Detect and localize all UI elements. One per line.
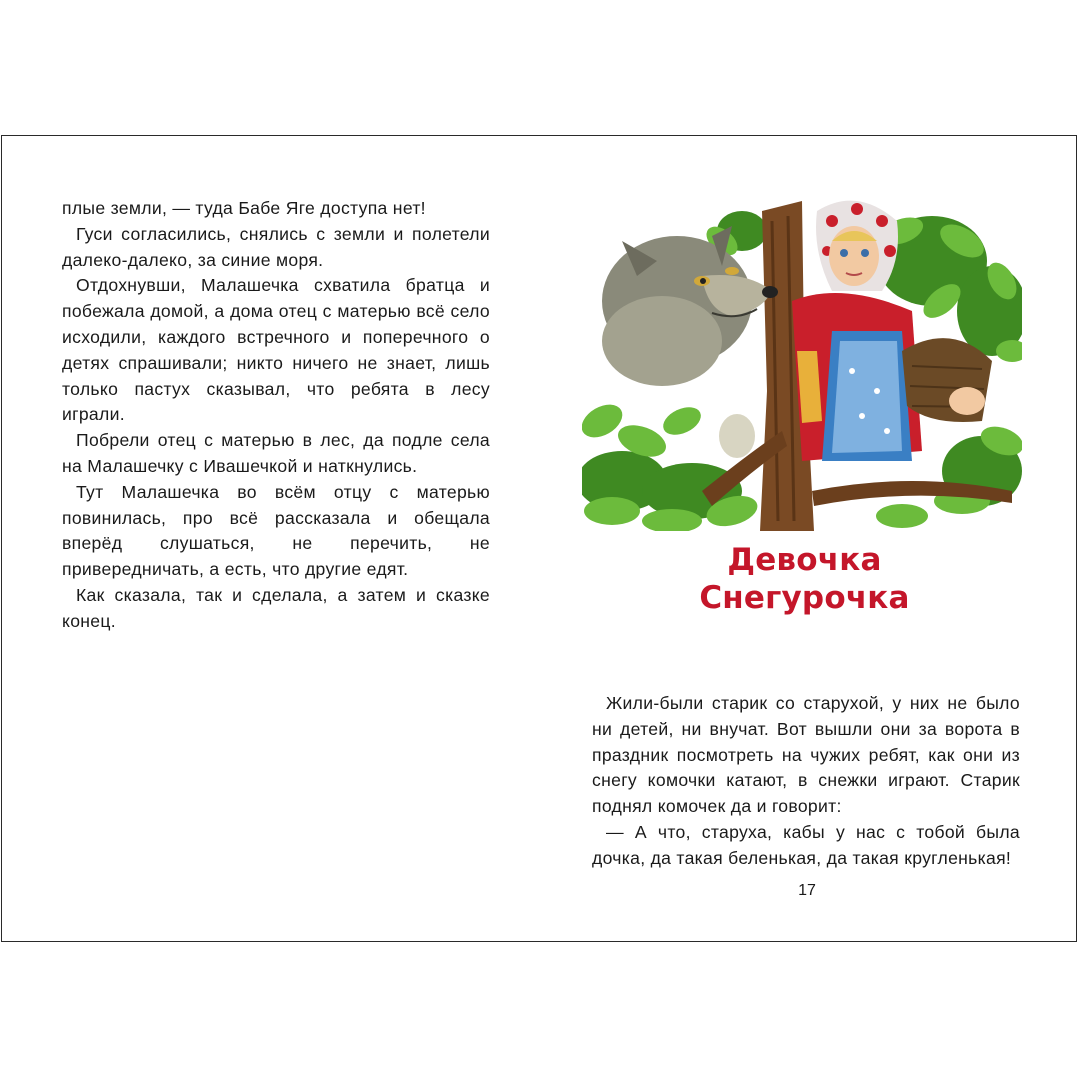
story-title-line: Снегурочка	[699, 580, 910, 616]
paragraph: Тут Малашечка во всём отцу с матерью повинилась, про всё рассказала и обещала вперёд слушаться, не перечить, не привередничать, а есть, что другие едят.	[62, 481, 490, 580]
right-page-text	[592, 691, 1020, 872]
paragraph: Побрели отец с матерью в лес, да подле села на Малашечку с Ивашечкой и наткнулись.	[62, 430, 490, 476]
paragraph: Отдохнувши, Малашечка схватила братца и побежала домой, а дома отец с матерью всё село исходили, каждого встречного и поперечного о детях спрашивали; никто ничего не знает, лишь только пастух сказывал, что ребята в лесу играли.	[62, 275, 490, 425]
paragraph: Гуси согласились, снялись с земли и полетели далеко-далеко, за синие моря.	[62, 223, 490, 270]
paragraph: Как сказала, так и сделала, а затем и сказке конец.	[62, 584, 490, 631]
page-number: 17	[798, 882, 816, 899]
left-page-text	[62, 196, 490, 635]
paragraph: — А что, старуха, кабы у нас с тобой была дочка, да такая беленькая, да такая кругленькая!	[592, 821, 1020, 868]
paragraph: Жили-были старик со старухой, у них не было ни детей, ни внучат. Вот вышли они за ворота в праздник посмотреть на чужих ребят, как они из снегу комочки катают, в снежки играют. Старик поднял комочек да и говорит:	[592, 693, 1020, 817]
story-title	[582, 541, 1027, 617]
story-illustration	[582, 191, 1022, 531]
paragraph: плые земли, — туда Бабе Яге доступа нет!	[62, 198, 426, 218]
book-spread	[1, 135, 1077, 942]
story-title-line: Девочка	[727, 542, 882, 578]
